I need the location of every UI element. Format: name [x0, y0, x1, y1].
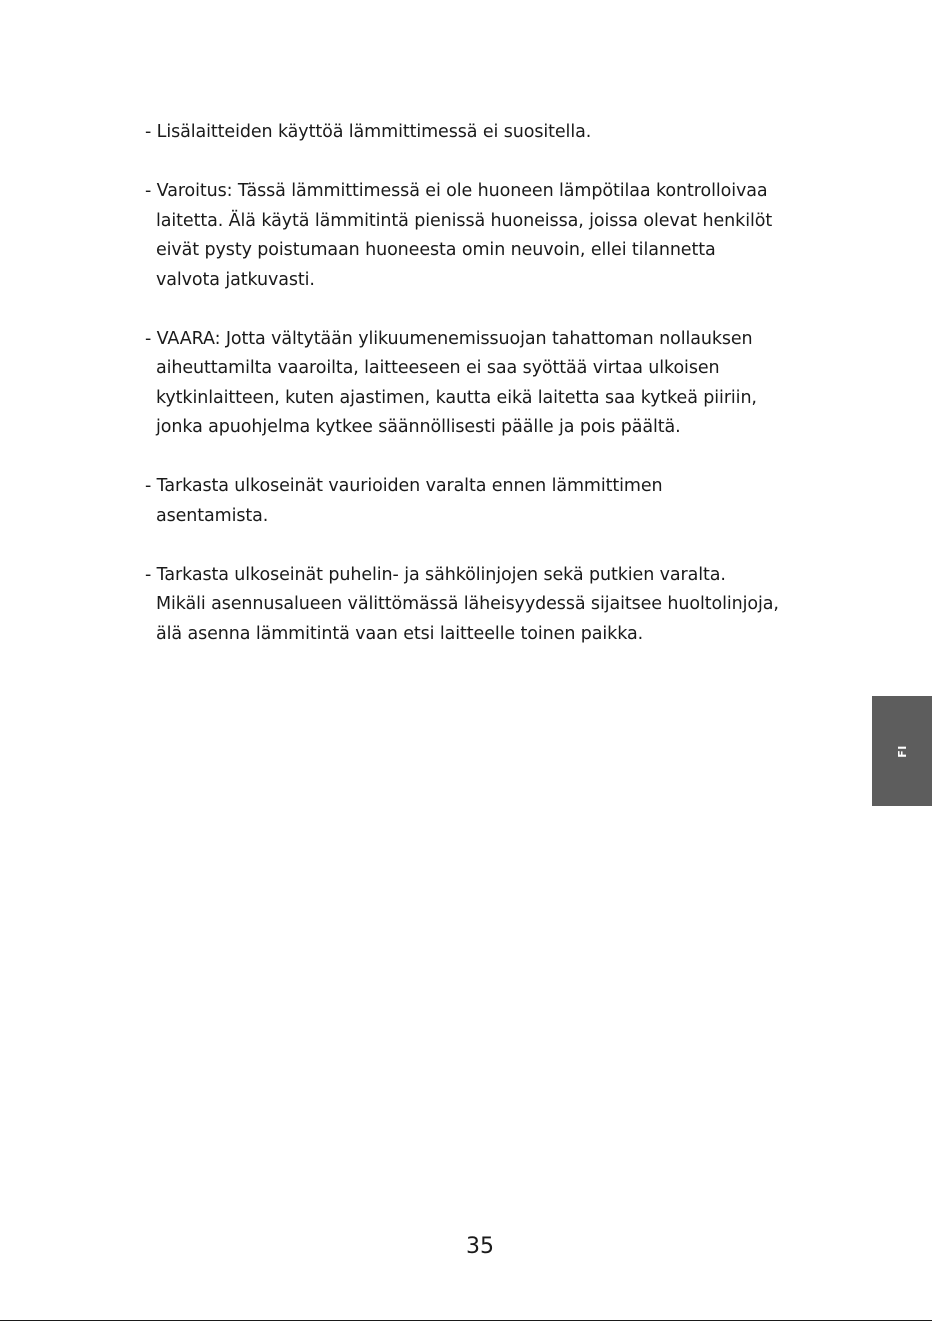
- paragraph-line: valvota jatkuvasti.: [156, 269, 315, 290]
- paragraph-line: Mikäli asennusalueen välittömässä läheisyydessä sijaitsee huoltolinjoja,: [156, 594, 779, 614]
- document-body: [145, 118, 825, 679]
- paragraph-line: - VAARA: Jotta vältytään ylikuumenemissuojan tahattoman nollauksen: [145, 328, 753, 349]
- page-number: 35: [466, 1234, 494, 1259]
- paragraph-line: eivät pysty poistumaan huoneesta omin neuvoin, ellei tilannetta: [156, 240, 716, 260]
- paragraph-warning: [145, 177, 825, 295]
- language-tab: [872, 696, 932, 806]
- paragraph-danger: [145, 325, 825, 443]
- paragraph-line: aiheuttamilta vaaroilta, laitteeseen ei saa syöttää virtaa ulkoisen: [156, 358, 720, 378]
- paragraph-line: asentamista.: [156, 505, 269, 526]
- paragraph-line: - Varoitus: Tässä lämmittimessä ei ole huoneen lämpötilaa kontrolloivaa: [145, 181, 768, 201]
- paragraph-line: kytkinlaitteen, kuten ajastimen, kautta eikä laitetta saa kytkeä piiriin,: [156, 387, 757, 408]
- paragraph-check-walls: [145, 472, 825, 531]
- paragraph-line: - Tarkasta ulkoseinät vaurioiden varalta ennen lämmittimen: [145, 476, 663, 496]
- paragraph-line: - Lisälaitteiden käyttöä lämmittimessä ei suositella.: [145, 122, 592, 142]
- paragraph-accessories: [145, 118, 825, 148]
- paragraph-line: - Tarkasta ulkoseinät puhelin- ja sähkölinjojen sekä putkien varalta.: [145, 564, 726, 585]
- paragraph-check-lines: [145, 561, 825, 650]
- language-tab-label: FI: [895, 744, 909, 758]
- paragraph-line: jonka apuohjelma kytkee säännöllisesti päälle ja pois päältä.: [156, 417, 681, 437]
- paragraph-line: laitetta. Älä käytä lämmitintä pienissä huoneissa, joissa olevat henkilöt: [156, 210, 773, 231]
- bottom-divider: [0, 1320, 932, 1321]
- paragraph-line: älä asenna lämmitintä vaan etsi laitteelle toinen paikka.: [156, 623, 644, 644]
